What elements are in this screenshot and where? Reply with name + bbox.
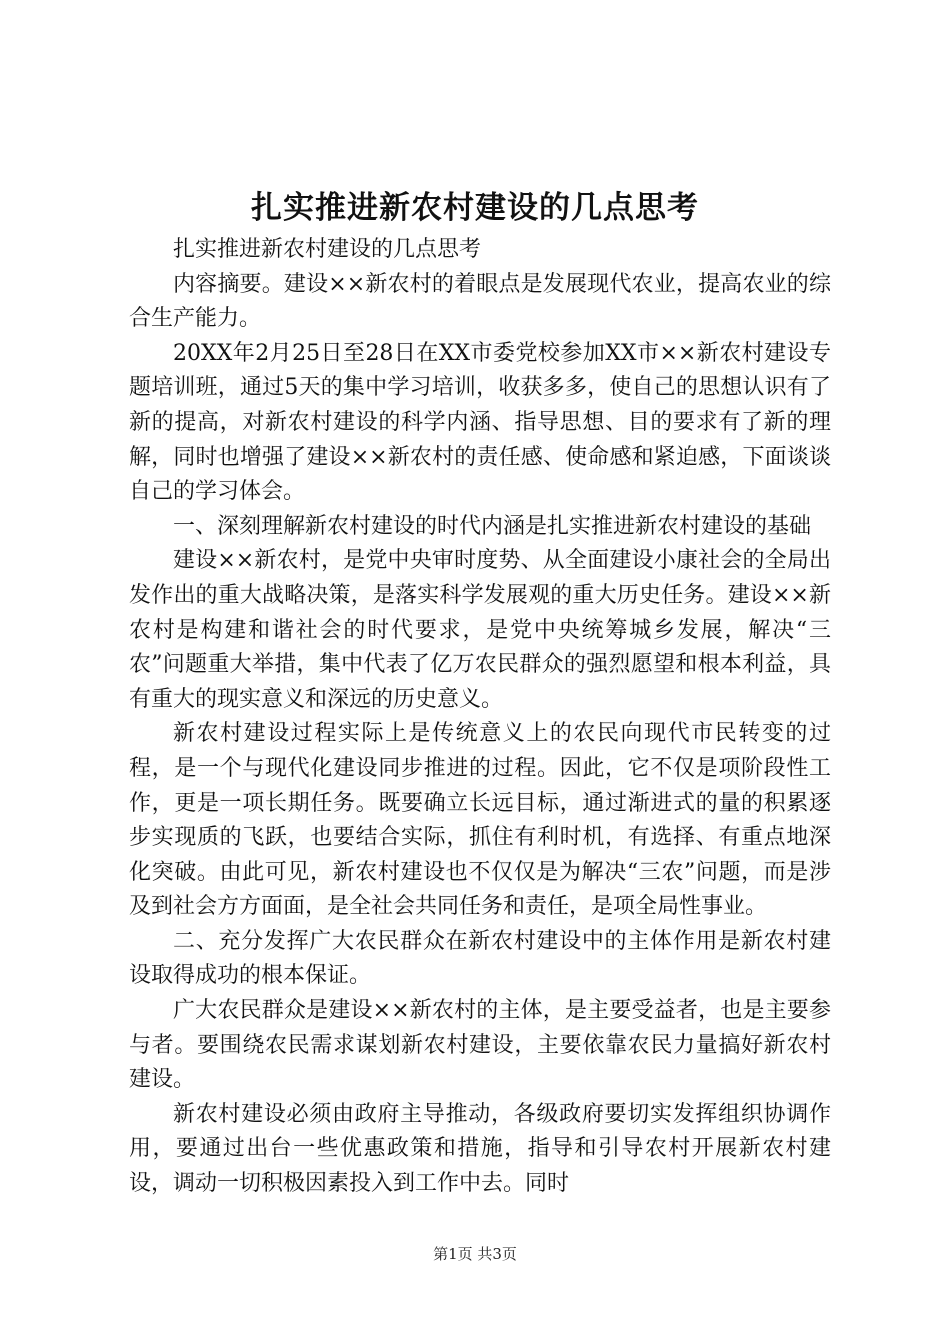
section-heading-1: 一、深刻理解新农村建设的时代内涵是扎实推进新农村建设的基础 bbox=[173, 513, 812, 539]
document-title: 扎实推进新农村建设的几点思考 bbox=[251, 190, 699, 226]
section-heading-2: 二、充分发挥广大农民群众在新农村建设中的主体作用是新农村建设取得成功的根本保证。 bbox=[129, 928, 831, 989]
paragraph: 建设××新农村，是党中央审时度势、从全面建设小康社会的全局出发作出的重大战略决策，是落实科学发展观的重大历史任务。建设××新农村是构建和谐社会的时代要求，是党中央统筹城乡发展，解决“三农”问题重大举措，集中代表了亿万农民群众的强烈愿望和根本利益，具有重大的现实意义和深远的历史意义。 bbox=[129, 548, 831, 712]
paragraph-abstract: 内容摘要。建设××新农村的着眼点是发展现代农业，提高农业的综合生产能力。 bbox=[129, 271, 831, 332]
paragraph-intro: 20XX年2月25日至28日在XX市委党校参加XX市××新农村建设专题培训班，通过5天的集中学习培训，收获多多，使自己的思想认识有了新的提高，对新农村建设的科学内涵、指导思想、目的要求有了新的理解，同时也增强了建设××新农村的责任感、使命感和紧迫感，下面谈谈自己的学习体会。 bbox=[129, 340, 831, 505]
document-body bbox=[129, 233, 831, 1202]
paragraph: 新农村建设必须由政府主导推动，各级政府要切实发挥组织协调作用，要通过出台一些优惠政策和措施，指导和引导农村开展新农村建设，调动一切积极因素投入到工作中去。同时 bbox=[129, 1101, 831, 1197]
paragraph: 广大农民群众是建设××新农村的主体，是主要受益者，也是主要参与者。要围绕农民需求谋划新农村建设，主要依靠农民力量搞好新农村建设。 bbox=[129, 998, 831, 1093]
paragraph: 新农村建设过程实际上是传统意义上的农民向现代市民转变的过程，是一个与现代化建设同步推进的过程。因此，它不仅是项阶段性工作，更是一项长期任务。既要确立长远目标，通过渐进式的量的积累逐步实现质的飞跃，也要结合实际，抓住有利时机，有选择、有重点地深化突破。由此可见，新农村建设也不仅仅是为解决“三农”问题，而是涉及到社会方方面面，是全社会共同任务和责任，是项全局性事业。 bbox=[129, 721, 831, 920]
paragraph-subtitle: 扎实推进新农村建设的几点思考 bbox=[173, 237, 482, 262]
page-number-footer: 第1页 共3页 bbox=[433, 1245, 517, 1263]
